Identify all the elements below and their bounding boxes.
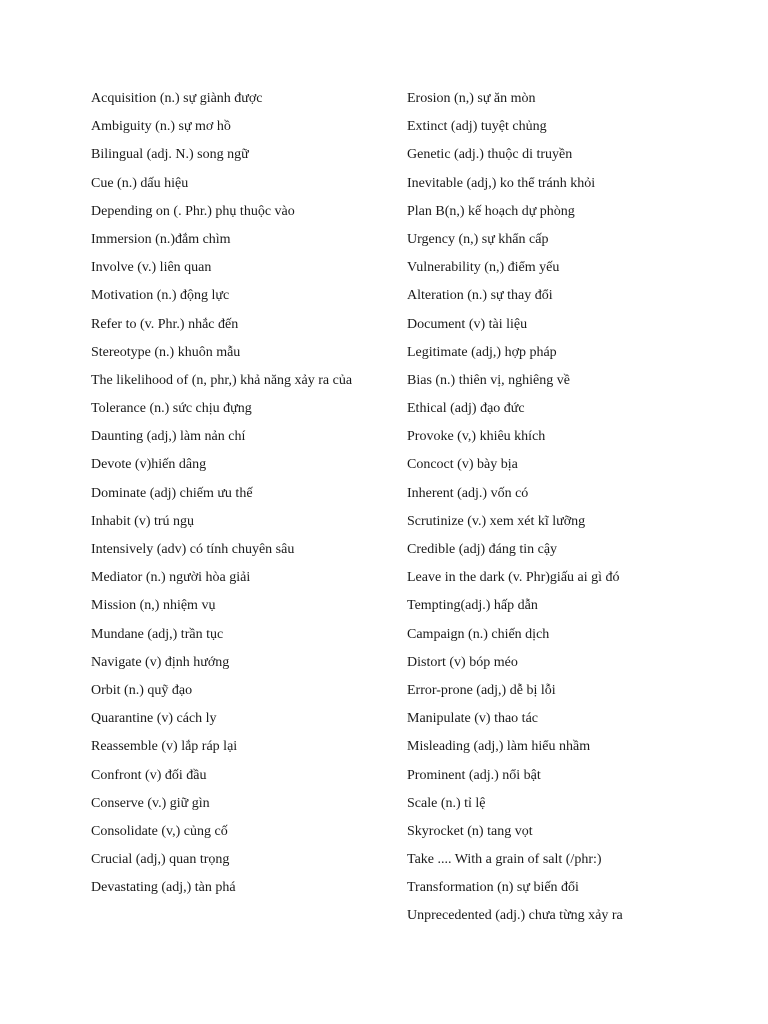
vocabulary-entry: Credible (adj) đáng tin cậy — [407, 542, 558, 557]
vocabulary-entry: Depending on (. Phr.) phụ thuộc vào — [91, 203, 295, 219]
vocabulary-entry: Ethical (adj) đạo đức — [407, 401, 525, 417]
vocabulary-entry: Bias (n.) thiên vị, nghiêng về — [407, 372, 570, 388]
vocabulary-entry: Devastating (adj,) tàn phá — [91, 880, 236, 896]
right-vocabulary-column — [407, 90, 737, 936]
vocabulary-entry: Ambiguity (n.) sự mơ hồ — [91, 119, 231, 135]
vocabulary-entry: Urgency (n,) sự khẩn cấp — [407, 231, 549, 247]
vocabulary-entry: Stereotype (n.) khuôn mẫu — [91, 344, 241, 360]
vocabulary-entry: Reassemble (v) lắp ráp lại — [91, 739, 238, 755]
vocabulary-entry: Inevitable (adj,) ko thể tránh khỏi — [407, 175, 596, 191]
vocabulary-entry: Dominate (adj) chiếm ưu thế — [91, 485, 253, 501]
vocabulary-entry: Genetic (adj.) thuộc di truyền — [407, 147, 573, 163]
vocabulary-entry: Mediator (n.) người hòa giải — [91, 570, 251, 586]
vocabulary-entry: The likelihood of (n, phr,) khả năng xảy ra của — [91, 372, 353, 388]
vocabulary-entry: Acquisition (n.) sự giành được — [91, 91, 263, 106]
vocabulary-entry: Unprecedented (adj.) chưa từng xảy ra — [407, 908, 623, 924]
vocabulary-entry: Concoct (v) bày bịa — [407, 457, 518, 473]
vocabulary-entry: Bilingual (adj. N.) song ngữ — [91, 147, 249, 163]
vocabulary-entry: Conserve (v.) giữ gìn — [91, 795, 210, 811]
vocabulary-entry: Provoke (v,) khiêu khích — [407, 429, 546, 445]
vocabulary-entry: Intensively (adv) có tính chuyên sâu — [91, 542, 295, 557]
vocabulary-entry: Inhabit (v) trú ngụ — [91, 513, 195, 529]
vocabulary-entry: Mundane (adj,) trần tục — [91, 626, 224, 642]
vocabulary-entry: Extinct (adj) tuyệt chủng — [407, 119, 547, 135]
vocabulary-entry: Devote (v)hiến dâng — [91, 457, 207, 473]
vocabulary-entry: Distort (v) bóp méo — [407, 654, 518, 670]
vocabulary-entry: Manipulate (v) thao tác — [407, 711, 539, 727]
vocabulary-entry: Inherent (adj.) vốn có — [407, 485, 529, 501]
vocabulary-entry: Document (v) tài liệu — [407, 316, 528, 332]
vocabulary-entry: Refer to (v. Phr.) nhắc đến — [91, 316, 239, 332]
vocabulary-entry: Leave in the dark (v. Phr)giấu ai gì đó — [407, 570, 620, 586]
vocabulary-entry: Confront (v) đối đầu — [91, 767, 207, 783]
vocabulary-entry: Legitimate (adj,) hợp pháp — [407, 344, 557, 360]
vocabulary-entry: Tolerance (n.) sức chịu đựng — [91, 401, 252, 417]
vocabulary-entry: Vulnerability (n,) điểm yếu — [407, 260, 560, 276]
vocabulary-entry: Plan B(n,) kế hoạch dự phòng — [407, 203, 575, 219]
vocabulary-entry: Misleading (adj,) làm hiểu nhầm — [407, 739, 591, 755]
vocabulary-entry: Orbit (n.) quỹ đạo — [91, 682, 193, 698]
vocabulary-entry: Daunting (adj,) làm nản chí — [91, 429, 246, 445]
vocabulary-entry: Cue (n.) dấu hiệu — [91, 175, 189, 191]
vocabulary-entry: Prominent (adj.) nổi bật — [407, 767, 541, 783]
vocabulary-entry: Crucial (adj,) quan trọng — [91, 852, 230, 868]
vocabulary-entry: Take .... With a grain of salt (/phr:) — [407, 852, 602, 868]
vocabulary-entry: Immersion (n.)đắm chìm — [91, 231, 231, 247]
vocabulary-entry: Transformation (n) sự biến đổi — [407, 880, 579, 896]
vocabulary-entry: Involve (v.) liên quan — [91, 260, 212, 276]
vocabulary-entry: Mission (n,) nhiệm vụ — [91, 598, 216, 614]
vocabulary-entry: Quarantine (v) cách ly — [91, 711, 217, 727]
vocabulary-entry: Tempting(adj.) hấp dẫn — [407, 598, 538, 614]
vocabulary-entry: Scrutinize (v.) xem xét kĩ lưỡng — [407, 513, 586, 529]
vocabulary-entry: Error-prone (adj,) dễ bị lỗi — [407, 682, 556, 698]
left-vocabulary-column — [91, 90, 381, 907]
vocabulary-entry: Scale (n.) tỉ lệ — [407, 795, 486, 811]
vocabulary-entry: Erosion (n,) sự ăn mòn — [407, 91, 536, 106]
vocabulary-entry: Motivation (n.) động lực — [91, 288, 230, 304]
vocabulary-entry: Navigate (v) định hướng — [91, 654, 230, 670]
vocabulary-entry: Alteration (n.) sự thay đổi — [407, 288, 553, 304]
vocabulary-entry: Skyrocket (n) tang vọt — [407, 823, 533, 839]
vocabulary-entry: Campaign (n.) chiến dịch — [407, 626, 550, 642]
vocabulary-entry: Consolidate (v,) củng cố — [91, 823, 228, 839]
